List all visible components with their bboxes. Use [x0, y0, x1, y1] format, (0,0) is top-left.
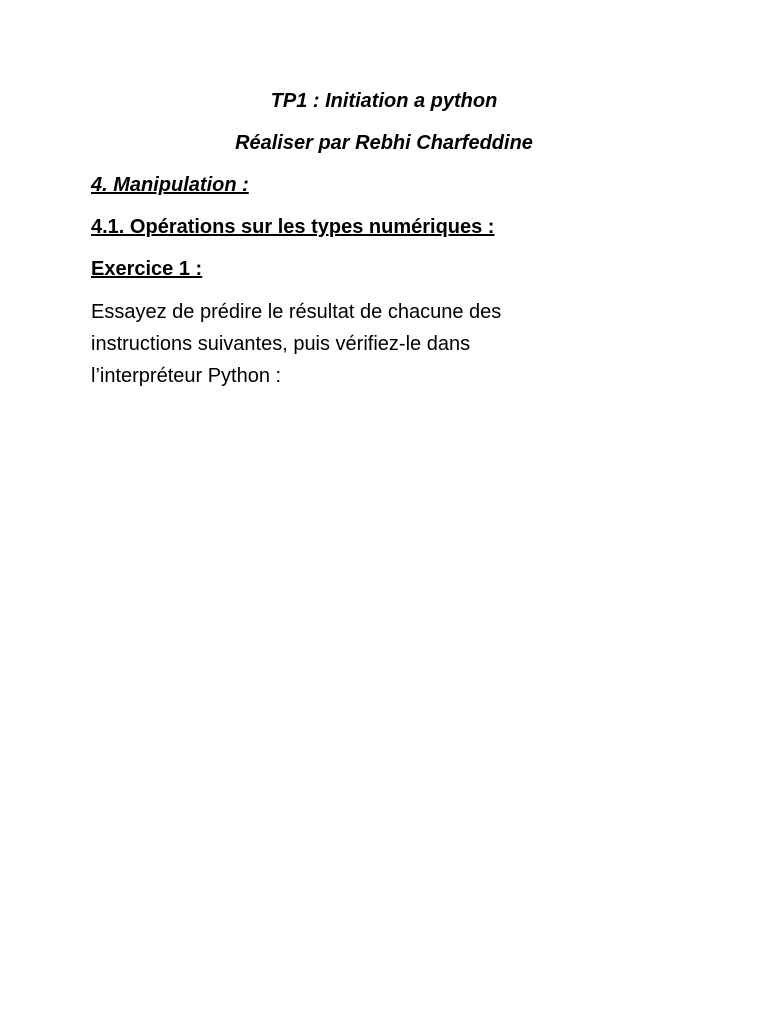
paragraph-line: l’interpréteur Python :: [91, 365, 282, 387]
paragraph-line: instructions suivantes, puis vérifiez-le dans: [91, 333, 471, 355]
section-heading: 4. Manipulation :: [91, 174, 249, 196]
subsection-heading: 4.1. Opérations sur les types numériques :: [91, 216, 495, 238]
paragraph-line: Essayez de prédire le résultat de chacune des: [91, 301, 502, 323]
exercise-paragraph: [91, 296, 591, 392]
author-line: [0, 130, 768, 156]
document-title: [0, 88, 768, 114]
author-line-text: Réaliser par Rebhi Charfeddine: [235, 132, 533, 154]
exercise-heading: Exercice 1 :: [91, 258, 203, 280]
document-title-text: TP1 : Initiation a python: [270, 90, 498, 112]
